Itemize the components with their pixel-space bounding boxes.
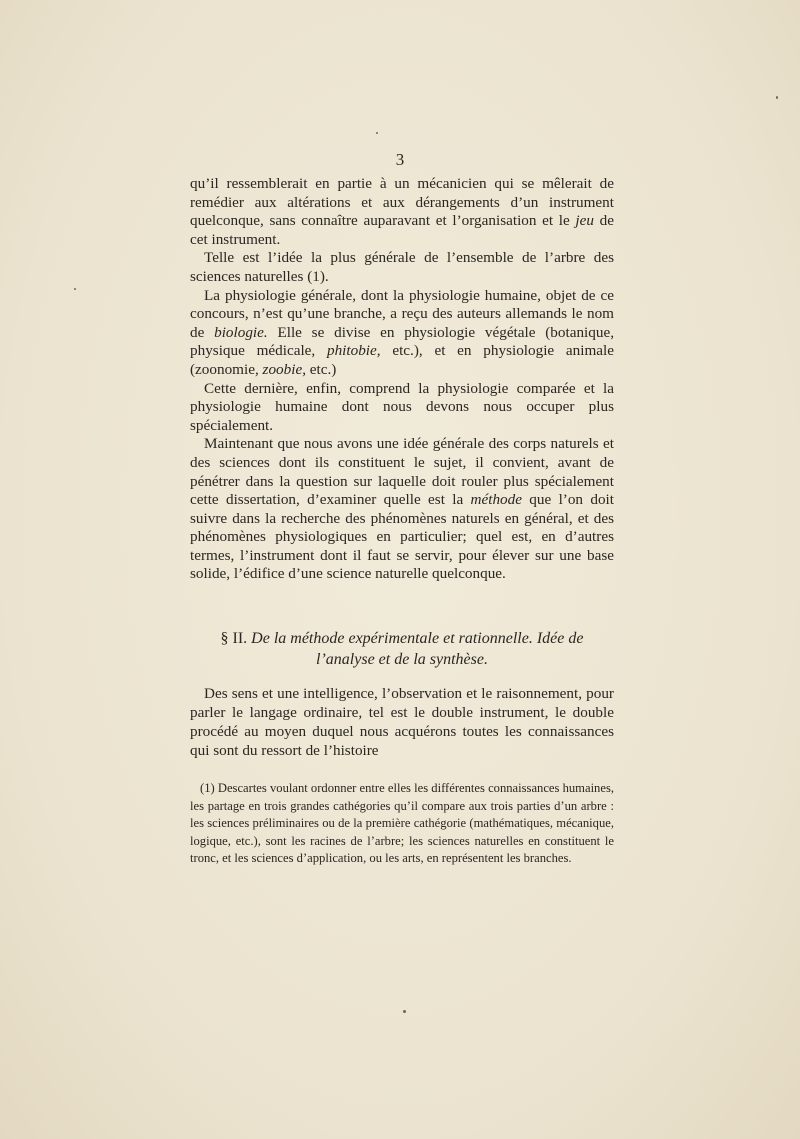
paragraph-4: Cette dernière, enfin, comprend la physiologie comparée et la physiologie humaine dont nous devons nous occuper plus spécialement. <box>190 379 614 434</box>
section-title: De la méthode expérimentale et rationnelle. Idée de l’analyse et de la synthèse. <box>251 630 584 668</box>
paragraph-2: Telle est l’idée la plus générale de l’ensemble de l’arbre des sciences naturelles (1). <box>190 249 614 285</box>
section-paragraph: Des sens et une intelligence, l’observation et le raisonnement, pour parler le langage ordinaire, tel est le double instrument, le double procédé au moyen duquel nous acquérons toutes les connaissances qui sont du ressort de l’histoire <box>190 685 614 759</box>
paragraph-5: Maintenant que nous avons une idée générale des corps naturels et des sciences dont ils constituent le sujet, il convient, avant de pénétrer dans la question sur laquelle doit rouler plus spécialement cette dissertation, d’examiner quelle est la méthode que l’on doit suivre dans la recherche des phénomènes naturels en général, et des phénomènes physiologiques en particulier; quel est, en d’autres termes, l’instrument dont il faut se servir, pour élever sur une base solide, l’édifice d’une science naturelle quelconque. <box>190 435 614 583</box>
footnote-text: (1) Descartes voulant ordonner entre elles les différentes connaissances humaines, les partage en trois grandes cathégories qu’il compare aux trois parties d’un arbre : les sciences préliminaires ou de la première cathégorie (mathématiques, mécanique, logique, etc.), sont les racines de l’arbre; les sciences naturelles en constituent le tronc, et les sciences d’application, ou les arts, en représentent les branches. <box>190 781 614 866</box>
main-text <box>190 175 614 584</box>
paragraph-3: La physiologie générale, dont la physiologie humaine, objet de ce concours, n’est qu’une branche, a reçu des auteurs allemands le nom de biologie. Elle se divise en physiologie végétale (botanique, physique médicale, phitobie, etc.), et en physiologie animale (zoonomie, zoobie, etc.) <box>190 286 614 378</box>
section-number: § II. <box>220 630 248 647</box>
section-heading <box>190 628 614 670</box>
paper-speck <box>376 132 378 134</box>
footnote <box>190 780 614 868</box>
section-text <box>190 684 614 760</box>
paragraph-1: qu’il ressemblerait en partie à un mécanicien qui se mêlerait de remédier aux altérations et aux dérangements d’un instrument quelconque, sans connaître auparavant et l’organisation et le jeu de cet instrument. <box>190 175 614 248</box>
paper-speck <box>74 288 76 290</box>
paper-speck <box>776 96 778 99</box>
paper-speck <box>403 1010 406 1013</box>
page-number: 3 <box>395 150 405 169</box>
